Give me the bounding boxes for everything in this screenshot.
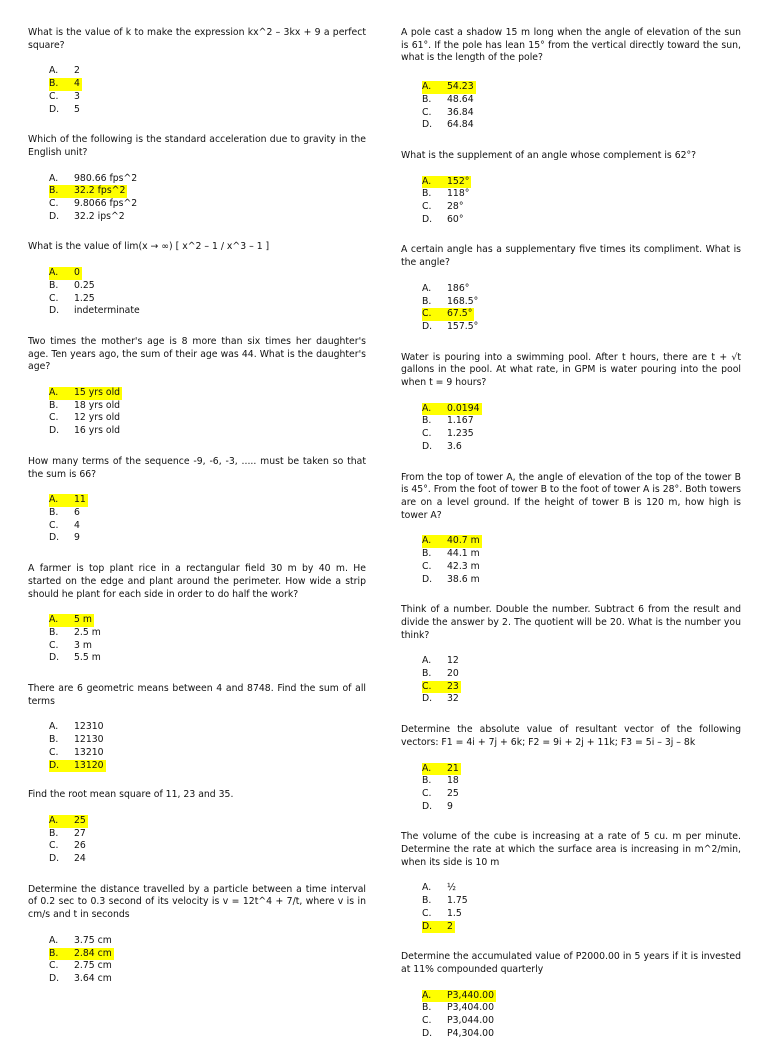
answer-options xyxy=(401,81,741,132)
option-label: B. xyxy=(49,734,59,746)
question-block xyxy=(401,472,741,587)
option-label: B. xyxy=(422,668,432,680)
option-text: 60° xyxy=(447,213,464,225)
answer-option xyxy=(49,104,366,117)
option-label: A. xyxy=(49,267,59,279)
option-text: 48.64 xyxy=(447,93,474,105)
answer-option xyxy=(422,693,741,706)
option-label: A. xyxy=(49,614,59,626)
answer-option xyxy=(422,548,741,561)
answer-option xyxy=(49,173,366,186)
option-text: 1.75 xyxy=(447,895,468,907)
option-label: D. xyxy=(49,305,60,317)
answer-option xyxy=(422,296,741,309)
option-text: 12 xyxy=(447,655,459,667)
option-label: B. xyxy=(422,93,432,105)
option-label: D. xyxy=(49,532,60,544)
option-text: 6 xyxy=(74,506,80,518)
option-text: 9.8066 fps^2 xyxy=(74,198,138,210)
answer-option xyxy=(49,721,366,734)
option-label: D. xyxy=(49,425,60,437)
question-text: Determine the absolute value of resultant vector of the following vectors: F1 = 4i + 7j + 6k; F2 = 9i + 2j + 11k; F3 = 5i – 3j – 8k xyxy=(401,724,741,748)
option-label: B. xyxy=(422,548,432,560)
option-text: 2 xyxy=(447,920,453,932)
option-text: 23 xyxy=(447,680,459,692)
answer-option xyxy=(49,412,366,425)
option-label: B. xyxy=(49,279,59,291)
question-text: There are 6 geometric means between 4 and 8748. Find the sum of all terms xyxy=(28,683,366,707)
question-text: A farmer is top plant rice in a rectangular field 30 m by 40 m. He started on the edge and plant around the perimeter. How wide a strip should he plant for each side in order to do half the work? xyxy=(28,563,366,600)
option-text: 64.84 xyxy=(447,119,474,131)
option-text: 25 xyxy=(74,814,86,826)
option-text: 3 xyxy=(74,90,80,102)
option-text: 12310 xyxy=(74,721,104,733)
answer-option xyxy=(422,788,741,801)
answer-option xyxy=(49,305,366,318)
answer-options xyxy=(401,176,741,227)
question-block xyxy=(28,683,366,772)
question-text: What is the value of k to make the expression kx^2 – 3kx + 9 a perfect square? xyxy=(28,27,366,51)
question-block xyxy=(401,27,741,132)
option-text: 9 xyxy=(74,532,80,544)
question-text: Which of the following is the standard acceleration due to gravity in the English unit? xyxy=(28,134,366,158)
question-block xyxy=(401,604,741,706)
answer-options xyxy=(401,283,741,334)
option-label: D. xyxy=(422,320,433,332)
option-text: 157.5° xyxy=(447,320,479,332)
option-text: 152° xyxy=(447,175,470,187)
option-text: 2.75 cm xyxy=(74,960,112,972)
answer-option-highlighted xyxy=(49,948,366,961)
answer-options xyxy=(401,990,741,1040)
answer-option xyxy=(422,1028,741,1040)
option-text: 16 yrs old xyxy=(74,425,121,437)
option-text: 32 xyxy=(447,693,459,705)
answer-option xyxy=(49,960,366,973)
answer-option xyxy=(49,65,366,78)
answer-option xyxy=(422,1002,741,1015)
option-text: 18 xyxy=(447,775,459,787)
option-label: A. xyxy=(49,934,59,946)
option-text: P3,404.00 xyxy=(447,1002,495,1014)
option-label: C. xyxy=(49,198,59,210)
option-text: 25 xyxy=(447,787,459,799)
question-block xyxy=(401,352,741,454)
option-label: C. xyxy=(49,90,59,102)
option-label: D. xyxy=(422,920,433,932)
answer-option-highlighted xyxy=(49,614,366,627)
option-label: C. xyxy=(422,428,432,440)
option-label: D. xyxy=(49,853,60,865)
option-text: 0.25 xyxy=(74,279,95,291)
question-text: Determine the accumulated value of P2000.00 in 5 years if it is invested at 11% compounded quarterly xyxy=(401,951,741,975)
option-text: 11 xyxy=(74,494,86,506)
option-label: A. xyxy=(49,172,59,184)
answer-option xyxy=(49,211,366,224)
answer-option xyxy=(422,655,741,668)
option-text: 38.6 m xyxy=(447,573,480,585)
option-text: 4 xyxy=(74,78,80,90)
option-label: A. xyxy=(49,494,59,506)
answer-option xyxy=(49,840,366,853)
option-label: B. xyxy=(49,827,59,839)
answer-option xyxy=(49,280,366,293)
answer-option-highlighted xyxy=(422,921,741,934)
answer-option-highlighted xyxy=(49,267,366,280)
option-label: A. xyxy=(422,882,432,894)
option-label: C. xyxy=(49,519,59,531)
option-text: ½ xyxy=(447,882,457,894)
option-label: C. xyxy=(422,308,432,320)
question-block xyxy=(401,150,741,227)
answer-options xyxy=(401,535,741,586)
answer-options xyxy=(28,387,366,438)
option-label: D. xyxy=(422,800,433,812)
question-block xyxy=(401,831,741,933)
option-text: 44.1 m xyxy=(447,548,480,560)
answer-option xyxy=(422,775,741,788)
option-label: D. xyxy=(49,103,60,115)
option-label: C. xyxy=(49,292,59,304)
answer-option xyxy=(422,283,741,296)
option-text: 28° xyxy=(447,201,464,213)
answer-option xyxy=(49,640,366,653)
option-label: C. xyxy=(422,1015,432,1027)
option-text: 26 xyxy=(74,840,86,852)
option-label: B. xyxy=(422,188,432,200)
option-text: 13120 xyxy=(74,759,104,771)
answer-option-highlighted xyxy=(49,185,366,198)
question-text: A certain angle has a supplementary five times its compliment. What is the angle? xyxy=(401,244,741,269)
option-label: A. xyxy=(422,535,432,547)
option-label: B. xyxy=(49,185,59,197)
option-text: 3 m xyxy=(74,639,92,651)
option-label: D. xyxy=(422,213,433,225)
option-label: A. xyxy=(422,282,432,294)
option-label: C. xyxy=(49,746,59,758)
question-block xyxy=(28,27,366,116)
option-text: 42.3 m xyxy=(447,560,480,572)
option-text: 1.235 xyxy=(447,428,474,440)
question-text: What is the value of lim(x → ∞) [ x^2 – 1 / x^3 – 1 ] xyxy=(28,241,270,253)
option-label: B. xyxy=(49,626,59,638)
answer-option xyxy=(49,652,366,665)
answer-option xyxy=(49,935,366,948)
option-label: A. xyxy=(49,721,59,733)
option-text: 186° xyxy=(447,282,470,294)
option-text: 32.2 ips^2 xyxy=(74,210,125,222)
answer-option-highlighted xyxy=(49,815,366,828)
option-label: D. xyxy=(422,440,433,452)
question-text: Water is pouring into a swimming pool. After t hours, there are t + √t gallons in the pool. At what rate, in GPM is water pouring into the pool when t = 9 hours? xyxy=(401,351,741,389)
option-label: B. xyxy=(422,1002,432,1014)
option-label: A. xyxy=(422,655,432,667)
answer-option-highlighted xyxy=(49,494,366,507)
option-text: 13210 xyxy=(74,746,104,758)
option-label: C. xyxy=(422,560,432,572)
option-text: P3,440.00 xyxy=(447,989,495,1001)
option-text: P3,044.00 xyxy=(447,1015,495,1027)
answer-option-highlighted xyxy=(422,308,741,321)
answer-option xyxy=(49,198,366,211)
option-text: 9 xyxy=(447,800,453,812)
question-block xyxy=(28,456,366,545)
answer-option-highlighted xyxy=(422,403,741,416)
option-label: D. xyxy=(422,119,433,131)
answer-option xyxy=(49,520,366,533)
option-text: 1.5 xyxy=(447,907,462,919)
option-text: 5.5 m xyxy=(74,652,101,664)
answer-option xyxy=(422,801,741,814)
option-label: C. xyxy=(49,639,59,651)
option-text: 0 xyxy=(74,267,80,279)
option-label: D. xyxy=(49,972,60,984)
answer-option xyxy=(49,293,366,306)
option-label: A. xyxy=(422,989,432,1001)
answer-options xyxy=(401,655,741,706)
option-label: A. xyxy=(49,814,59,826)
option-label: A. xyxy=(422,402,432,414)
option-label: B. xyxy=(422,895,432,907)
answer-options xyxy=(401,882,741,933)
answer-option xyxy=(422,94,741,107)
answer-option-highlighted xyxy=(49,387,366,400)
option-label: C. xyxy=(49,960,59,972)
answer-option-highlighted xyxy=(49,760,366,773)
option-text: 67.5° xyxy=(447,308,473,320)
answer-option xyxy=(422,574,741,587)
option-text: 3.75 cm xyxy=(74,934,112,946)
option-label: A. xyxy=(49,387,59,399)
question-block xyxy=(28,884,366,986)
option-text: P4,304.00 xyxy=(447,1027,495,1039)
option-text: 12 yrs old xyxy=(74,412,121,424)
option-label: C. xyxy=(49,412,59,424)
answer-options xyxy=(28,614,366,665)
option-label: D. xyxy=(49,652,60,664)
answer-option xyxy=(422,882,741,895)
option-label: C. xyxy=(422,907,432,919)
answer-option xyxy=(422,188,741,201)
option-text: 2.84 cm xyxy=(74,947,112,959)
option-text: 2 xyxy=(74,65,80,77)
option-label: D. xyxy=(49,759,60,771)
option-text: 3.6 xyxy=(447,440,462,452)
question-block xyxy=(28,134,366,223)
option-label: C. xyxy=(422,106,432,118)
option-text: 40.7 m xyxy=(447,535,480,547)
option-text: 0.0194 xyxy=(447,402,480,414)
answer-option xyxy=(422,428,741,441)
option-text: 12130 xyxy=(74,734,104,746)
option-label: D. xyxy=(49,210,60,222)
question-block xyxy=(401,951,741,1040)
option-label: B. xyxy=(422,415,432,427)
option-text: 168.5° xyxy=(447,295,479,307)
option-text: 15 yrs old xyxy=(74,387,121,399)
answer-options xyxy=(28,173,366,224)
option-label: B. xyxy=(422,295,432,307)
option-label: D. xyxy=(422,693,433,705)
question-text: How many terms of the sequence -9, -6, -3, ..... must be taken so that the sum is 66? xyxy=(28,455,366,480)
answer-option xyxy=(49,532,366,545)
option-text: 4 xyxy=(74,519,80,531)
answer-option xyxy=(49,828,366,841)
option-label: B. xyxy=(49,78,59,90)
answer-option xyxy=(49,853,366,866)
question-block xyxy=(28,563,366,665)
option-label: A. xyxy=(422,175,432,187)
answer-option xyxy=(422,201,741,214)
answer-option xyxy=(49,747,366,760)
answer-option-highlighted xyxy=(422,535,741,548)
answer-option-highlighted xyxy=(422,763,741,776)
option-label: B. xyxy=(49,506,59,518)
question-block xyxy=(28,241,366,318)
answer-options xyxy=(28,65,366,116)
option-text: indeterminate xyxy=(74,305,140,317)
answer-option xyxy=(49,507,366,520)
option-text: 1.25 xyxy=(74,292,95,304)
option-text: 3.64 cm xyxy=(74,972,112,984)
answer-options xyxy=(28,494,366,545)
question-block xyxy=(401,724,741,813)
question-text: The volume of the cube is increasing at a rate of 5 cu. m per minute. Determine the rate at which the surface area is increasing in m^2/min, when its side is 10 m xyxy=(401,831,741,868)
answer-option xyxy=(49,400,366,413)
answer-option xyxy=(422,214,741,227)
option-text: 118° xyxy=(447,188,470,200)
option-label: D. xyxy=(422,1027,433,1039)
question-text: Think of a number. Double the number. Subtract 6 from the result and divide the answer by 2. The quotient will be 20. What is the number you think? xyxy=(401,604,741,641)
answer-option xyxy=(49,91,366,104)
question-text: Find the root mean square of 11, 23 and 35. xyxy=(28,789,234,801)
option-text: 980.66 fps^2 xyxy=(74,172,138,184)
answer-option-highlighted xyxy=(49,78,366,91)
answer-option-highlighted xyxy=(422,176,741,189)
answer-options xyxy=(28,721,366,772)
answer-option-highlighted xyxy=(422,990,741,1003)
option-text: 1.167 xyxy=(447,415,474,427)
answer-option xyxy=(422,1015,741,1028)
answer-options xyxy=(28,267,366,318)
answer-options xyxy=(28,935,366,986)
right-column xyxy=(401,27,741,1040)
question-text: Determine the distance travelled by a particle between a time interval of 0.2 sec to 0.3 second of its velocity is v = 12t^4 + 7/t, where v is in cm/s and t in seconds xyxy=(28,883,366,921)
option-label: C. xyxy=(422,201,432,213)
answer-option xyxy=(422,107,741,120)
option-label: A. xyxy=(422,81,432,93)
question-block xyxy=(401,244,741,333)
question-block xyxy=(28,789,366,866)
answer-option xyxy=(49,973,366,986)
answer-option xyxy=(49,627,366,640)
answer-option xyxy=(422,668,741,681)
option-label: B. xyxy=(422,775,432,787)
answer-option xyxy=(49,425,366,438)
option-text: 5 xyxy=(74,103,80,115)
question-text: What is the supplement of an angle whose complement is 62°? xyxy=(401,149,697,161)
option-text: 18 yrs old xyxy=(74,399,121,411)
option-text: 32.2 fps^2 xyxy=(74,185,126,197)
answer-option xyxy=(422,415,741,428)
option-text: 36.84 xyxy=(447,106,474,118)
answer-options xyxy=(401,763,741,814)
answer-option-highlighted xyxy=(422,681,741,694)
answer-option xyxy=(422,321,741,334)
option-text: 27 xyxy=(74,827,86,839)
option-label: C. xyxy=(422,787,432,799)
answer-option xyxy=(422,441,741,454)
left-column xyxy=(28,27,366,986)
answer-option xyxy=(422,119,741,132)
option-text: 20 xyxy=(447,668,459,680)
answer-option xyxy=(49,734,366,747)
question-text: From the top of tower A, the angle of elevation of the top of the tower B is 45°. From the foot of tower B to the foot of tower A is 28°. Both towers are on a level ground. If the height of tower B is 120 m, how high is tower A? xyxy=(401,471,741,521)
answer-option-highlighted xyxy=(422,81,741,94)
answer-option xyxy=(422,908,741,921)
question-block xyxy=(28,336,366,438)
answer-option xyxy=(422,895,741,908)
option-label: B. xyxy=(49,947,59,959)
option-text: 2.5 m xyxy=(74,626,101,638)
option-label: C. xyxy=(422,680,432,692)
answer-option xyxy=(422,561,741,574)
option-label: B. xyxy=(49,399,59,411)
answer-options xyxy=(28,815,366,866)
option-text: 5 m xyxy=(74,614,92,626)
answer-options xyxy=(401,403,741,454)
question-text: Two times the mother's age is 8 more than six times her daughter's age. Ten years ago, the sum of their age was 44. What is the daughter's age? xyxy=(28,335,366,373)
option-text: 21 xyxy=(447,762,459,774)
option-label: C. xyxy=(49,840,59,852)
option-text: 24 xyxy=(74,853,86,865)
option-label: A. xyxy=(422,762,432,774)
option-label: D. xyxy=(422,573,433,585)
option-text: 54.23 xyxy=(447,81,474,93)
option-label: A. xyxy=(49,65,59,77)
question-text: A pole cast a shadow 15 m long when the angle of elevation of the sun is 61°. If the pole has lean 15° from the vertical directly toward the sun, what is the length of the pole? xyxy=(401,27,741,64)
